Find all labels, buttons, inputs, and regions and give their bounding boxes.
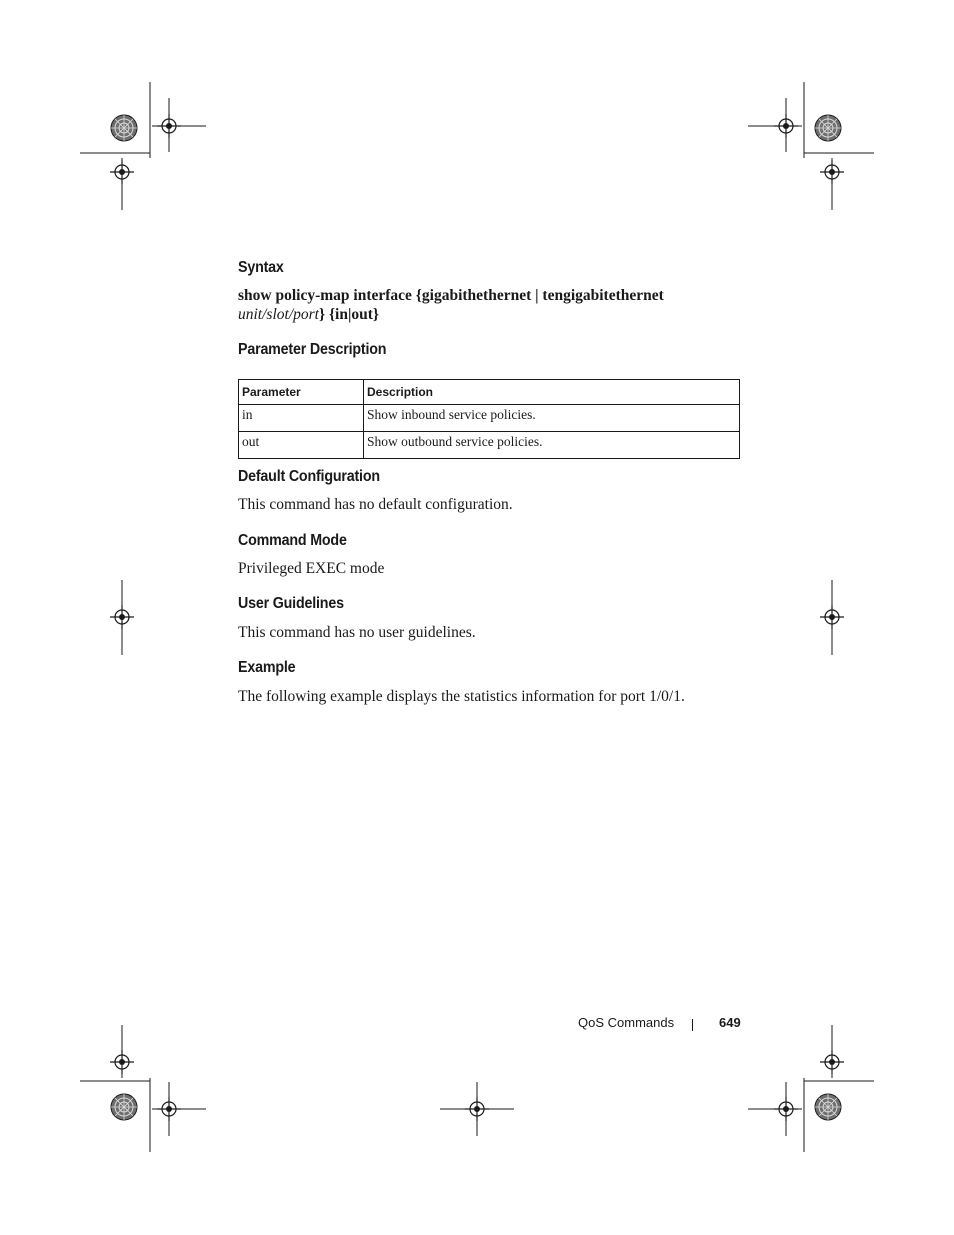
- cell-description: Show inbound service policies.: [364, 405, 740, 432]
- footer-section-title: QoS Commands: [578, 1015, 675, 1030]
- heading-user-guidelines: User Guidelines: [238, 595, 344, 612]
- crosshair-circle-icon: [820, 605, 844, 629]
- column-header-description: Description: [364, 380, 740, 405]
- cell-parameter: in: [239, 405, 364, 432]
- table-header-row: [239, 380, 740, 405]
- crosshair-circle-icon: [774, 1097, 798, 1121]
- crosshair-circle-icon: [157, 1097, 181, 1121]
- default-configuration-text: This command has no default configuration.: [238, 496, 513, 513]
- example-text: The following example displays the statistics information for port 1/0/1.: [238, 688, 685, 705]
- user-guidelines-text: This command has no user guidelines.: [238, 624, 476, 641]
- column-header-parameter: Parameter: [239, 380, 364, 405]
- crosshair-circle-icon: [110, 160, 134, 184]
- heading-command-mode: Command Mode: [238, 532, 347, 549]
- command-mode-text: Privileged EXEC mode: [238, 560, 385, 577]
- syntax-argument: unit/slot/port: [238, 306, 319, 323]
- heading-example: Example: [238, 659, 296, 676]
- heading-parameter-description: Parameter Description: [238, 341, 387, 358]
- page-number: 649: [719, 1015, 741, 1030]
- parameter-table: [238, 379, 740, 459]
- crosshair-circle-icon: [110, 605, 134, 629]
- crosshair-circle-icon: [820, 1050, 844, 1074]
- footer-separator: [692, 1019, 693, 1031]
- starburst-target-icon: [111, 115, 137, 141]
- crosshair-circle-icon: [157, 114, 181, 138]
- syntax-command-tail: } {in|out}: [318, 306, 380, 323]
- syntax-command-text: show policy-map interface {gigabithethernet | tengigabitethernet: [238, 287, 664, 304]
- crosshair-circle-icon: [820, 160, 844, 184]
- starburst-target-icon: [111, 1094, 137, 1120]
- crosshair-circle-icon: [110, 1050, 134, 1074]
- heading-syntax: Syntax: [238, 259, 284, 276]
- syntax-command: [238, 286, 664, 324]
- table-row: [239, 432, 740, 459]
- table-row: [239, 405, 740, 432]
- starburst-target-icon: [815, 115, 841, 141]
- cell-description: Show outbound service policies.: [364, 432, 740, 459]
- heading-default-configuration: Default Configuration: [238, 468, 380, 485]
- starburst-target-icon: [815, 1094, 841, 1120]
- cell-parameter: out: [239, 432, 364, 459]
- crosshair-circle-icon: [774, 114, 798, 138]
- crosshair-circle-icon: [465, 1097, 489, 1121]
